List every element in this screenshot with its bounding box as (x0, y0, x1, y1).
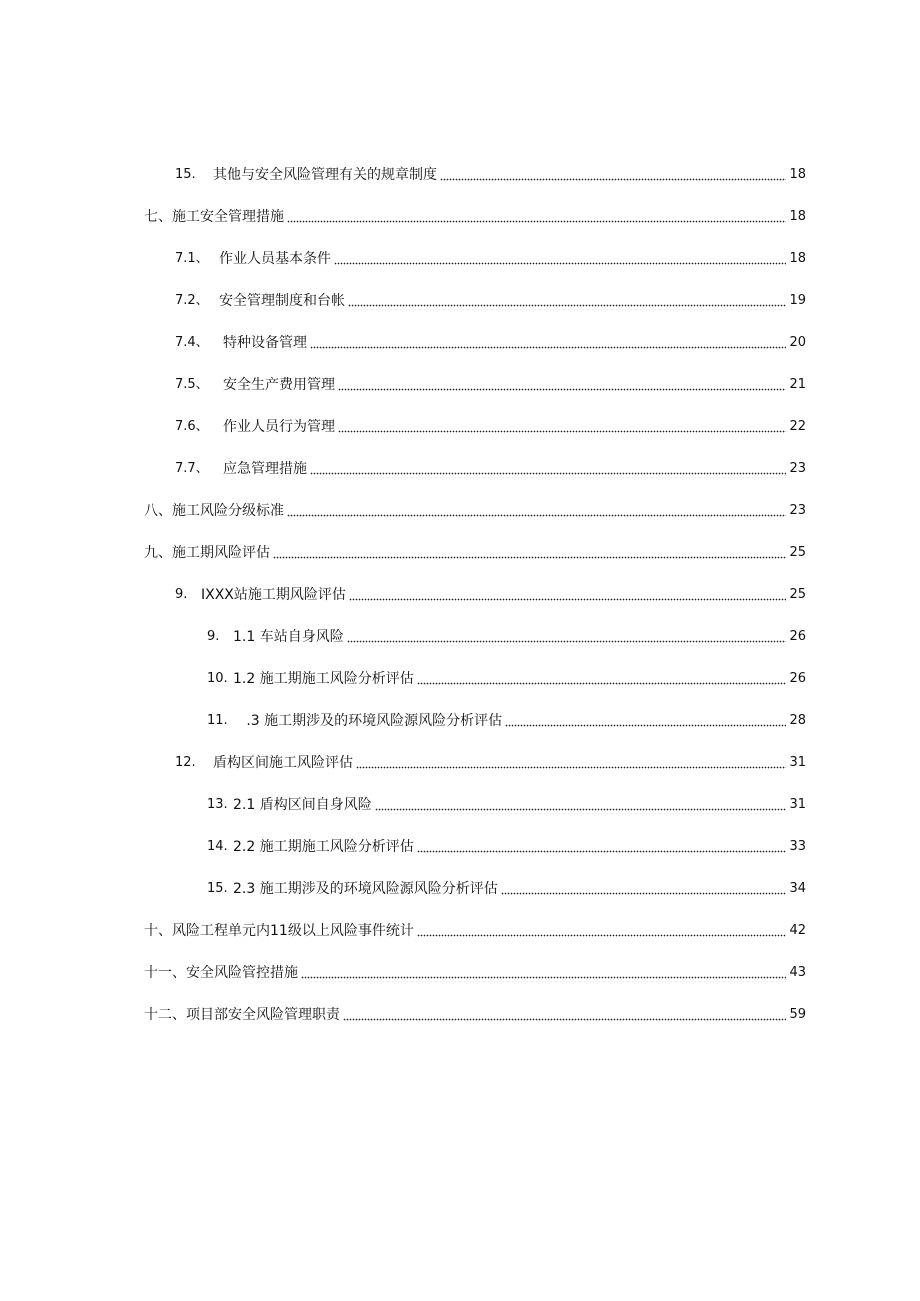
table-of-contents (0, 165, 920, 1047)
toc-entry-number: 15. (175, 167, 196, 182)
toc-entry-title: 应急管理措施 (223, 461, 307, 477)
toc-entry-number: 7.4、 (175, 335, 209, 350)
toc-entry-number: 7.1、 (175, 251, 209, 266)
toc-entry[interactable] (0, 921, 920, 963)
toc-entry-page: 18 (789, 251, 806, 266)
toc-entry-page: 25 (789, 587, 806, 602)
toc-entry-page: 34 (789, 881, 806, 896)
toc-entry-title: 十一、安全风险管控措施 (144, 965, 298, 981)
toc-entry-page: 18 (789, 209, 806, 224)
toc-entry-number: 9. (175, 587, 188, 602)
toc-entry[interactable] (0, 669, 920, 711)
toc-entry-number: 11. (207, 713, 228, 728)
toc-entry[interactable] (0, 165, 920, 207)
toc-entry[interactable] (0, 711, 920, 753)
toc-entry-number: 12. (175, 755, 196, 770)
toc-entry-page: 33 (789, 839, 806, 854)
toc-entry-number: 7.7、 (175, 461, 209, 476)
toc-dot-leader (310, 459, 786, 475)
toc-dot-leader (347, 627, 787, 643)
toc-entry-title: IXXX站施工期风险评估 (201, 587, 346, 603)
toc-entry-number: 13. (207, 797, 228, 812)
toc-entry[interactable] (0, 501, 920, 543)
toc-entry-title: 七、施工安全管理措施 (144, 209, 284, 225)
toc-entry-page: 20 (789, 335, 806, 350)
toc-entry[interactable] (0, 249, 920, 291)
toc-entry-number: 15. (207, 881, 228, 896)
toc-entry-page: 22 (789, 419, 806, 434)
toc-entry-page: 23 (789, 503, 806, 518)
toc-dot-leader (301, 963, 786, 979)
toc-dot-leader (505, 711, 786, 727)
toc-entry-number: 9. (207, 629, 220, 644)
toc-entry-title: 作业人员基本条件 (219, 251, 331, 267)
toc-entry[interactable] (0, 795, 920, 837)
toc-entry-page: 26 (789, 671, 806, 686)
toc-entry-page: 18 (789, 167, 806, 182)
toc-entry[interactable] (0, 375, 920, 417)
toc-entry[interactable] (0, 291, 920, 333)
toc-entry-number: 14. (207, 839, 228, 854)
toc-dot-leader (417, 837, 787, 853)
toc-entry-page: 19 (789, 293, 806, 308)
toc-dot-leader (334, 249, 786, 265)
toc-dot-leader (310, 333, 786, 349)
toc-entry-page: 43 (789, 965, 806, 980)
toc-entry-title: 安全生产费用管理 (223, 377, 335, 393)
toc-entry-title: 安全管理制度和台帐 (219, 293, 345, 309)
toc-dot-leader (287, 501, 786, 517)
toc-entry[interactable] (0, 837, 920, 879)
toc-entry-title: 2.2 施工期施工风险分析评估 (233, 839, 414, 855)
toc-entry[interactable] (0, 543, 920, 585)
toc-dot-leader (348, 291, 786, 307)
toc-dot-leader (417, 921, 787, 937)
toc-entry-page: 21 (789, 377, 806, 392)
toc-entry-page: 42 (789, 923, 806, 938)
toc-entry[interactable] (0, 1005, 920, 1047)
toc-entry-title: .3 施工期涉及的环境风险源风险分析评估 (233, 713, 503, 729)
toc-dot-leader (273, 543, 786, 559)
toc-entry-title: 盾构区间施工风险评估 (213, 755, 353, 771)
toc-entry-number: 7.6、 (175, 419, 209, 434)
toc-entry[interactable] (0, 963, 920, 1005)
toc-entry[interactable] (0, 753, 920, 795)
toc-entry-title: 其他与安全风险管理有关的规章制度 (213, 167, 437, 183)
toc-entry[interactable] (0, 417, 920, 459)
toc-entry[interactable] (0, 333, 920, 375)
toc-entry-page: 26 (789, 629, 806, 644)
toc-dot-leader (338, 375, 786, 391)
toc-entry[interactable] (0, 459, 920, 501)
toc-entry-title: 作业人员行为管理 (223, 419, 335, 435)
toc-dot-leader (440, 165, 786, 181)
toc-dot-leader (343, 1005, 786, 1021)
toc-dot-leader (356, 753, 786, 769)
toc-entry-title: 1.2 施工期施工风险分析评估 (233, 671, 414, 687)
toc-entry[interactable] (0, 879, 920, 921)
toc-entry-title: 特种设备管理 (223, 335, 307, 351)
toc-dot-leader (338, 417, 786, 433)
toc-dot-leader (417, 669, 787, 685)
toc-entry-number: 7.5、 (175, 377, 209, 392)
toc-entry-title: 十二、项目部安全风险管理职责 (144, 1007, 340, 1023)
toc-entry-title: 2.3 施工期涉及的环境风险源风险分析评估 (233, 881, 498, 897)
toc-entry-page: 31 (789, 755, 806, 770)
toc-entry-page: 23 (789, 461, 806, 476)
toc-dot-leader (375, 795, 787, 811)
toc-entry-title: 2.1 盾构区间自身风险 (233, 797, 372, 813)
toc-entry[interactable] (0, 207, 920, 249)
toc-entry[interactable] (0, 627, 920, 669)
toc-entry[interactable] (0, 585, 920, 627)
toc-entry-number: 7.2、 (175, 293, 209, 308)
toc-dot-leader (501, 879, 787, 895)
toc-entry-page: 31 (789, 797, 806, 812)
toc-entry-title: 八、施工风险分级标准 (144, 503, 284, 519)
toc-entry-page: 28 (789, 713, 806, 728)
toc-entry-title: 1.1 车站自身风险 (233, 629, 344, 645)
toc-entry-title: 十、风险工程单元内11级以上风险事件统计 (144, 923, 414, 939)
toc-entry-page: 59 (789, 1007, 806, 1022)
toc-dot-leader (287, 207, 786, 223)
toc-entry-number: 10. (207, 671, 228, 686)
toc-dot-leader (349, 585, 787, 601)
toc-entry-page: 25 (789, 545, 806, 560)
toc-entry-title: 九、施工期风险评估 (144, 545, 270, 561)
